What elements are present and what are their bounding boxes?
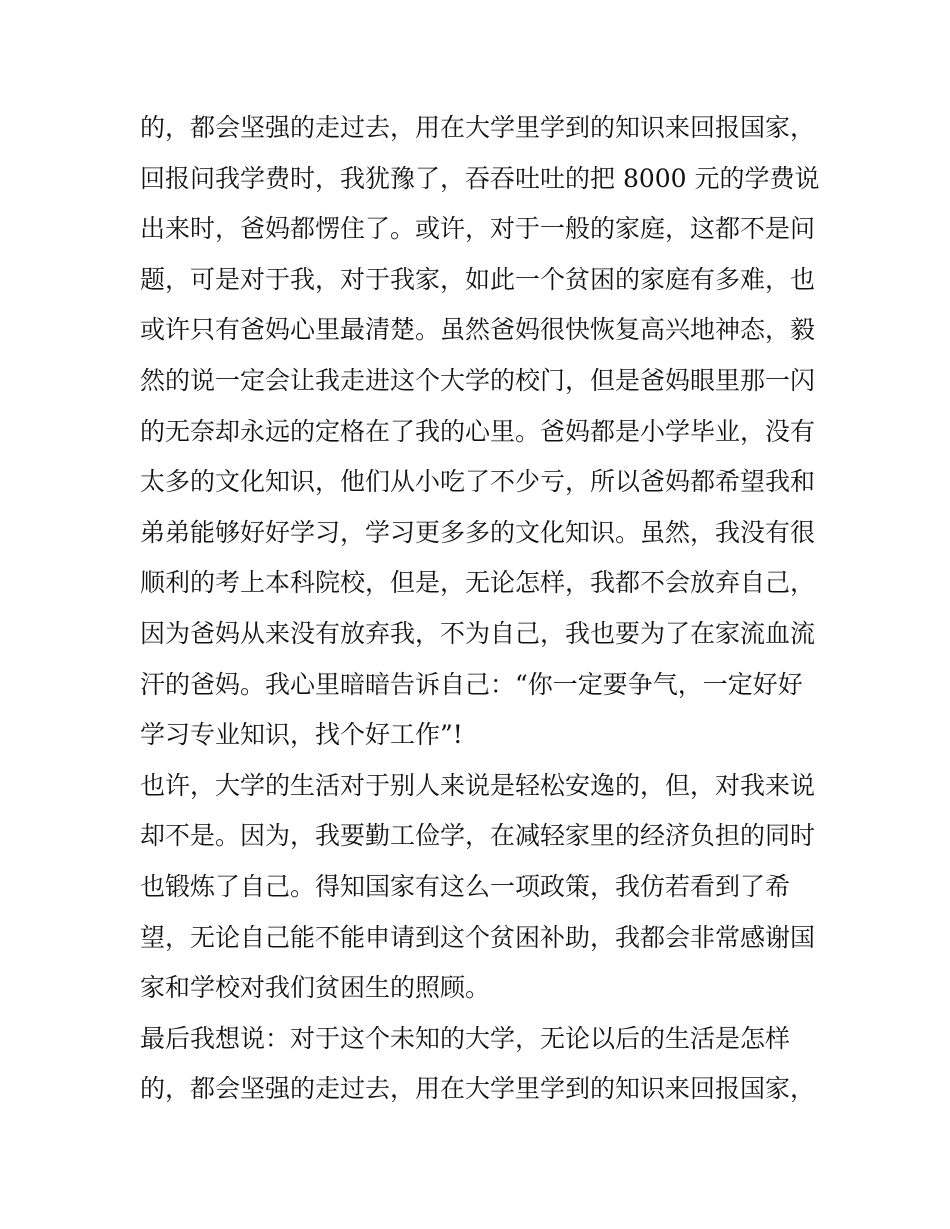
text-line-11: 因为爸妈从来没有放弃我，不为自己，我也要为了在家流血流	[140, 618, 816, 648]
text-line-4: 题，可是对于我，对于我家，如此一个贫困的家庭有多难，也	[140, 264, 816, 294]
text-line-8: 太多的文化知识，他们从小吃了不少亏，所以爸妈都希望我和	[140, 467, 816, 497]
text-line-20: 的，都会坚强的走过去，用在大学里学到的知识来回报国家，	[140, 1074, 816, 1104]
text-line-17: 望，无论自己能不能申请到这个贫困补助，我都会非常感谢国	[140, 922, 816, 952]
text-line-6: 然的说一定会让我走进这个大学的校门，但是爸妈眼里那一闪	[140, 365, 816, 395]
body-text	[140, 103, 820, 1115]
text-line-2: 回报问我学费时，我犹豫了，吞吞吐吐的把 8000 元的学费说	[140, 163, 820, 193]
text-line-9: 弟弟能够好好学习，学习更多多的文化知识。虽然，我没有很	[140, 517, 816, 547]
text-line-18: 家和学校对我们贫困生的照顾。	[140, 973, 491, 1003]
text-line-16: 也锻炼了自己。得知国家有这么一项政策，我仿若看到了希	[140, 871, 791, 901]
text-line-14: 也许，大学的生活对于别人来说是轻松安逸的，但，对我来说	[140, 770, 816, 800]
text-line-7: 的无奈却永远的定格在了我的心里。爸妈都是小学毕业，没有	[140, 416, 816, 446]
text-line-1: 的，都会坚强的走过去，用在大学里学到的知识来回报国家，	[140, 113, 816, 142]
text-line-12: 汗的爸妈。我心里暗暗告诉自己：“你一定要争气，一定好好	[140, 669, 803, 699]
text-line-13: 学习专业知识，找个好工作”!	[140, 720, 463, 750]
text-line-15: 却不是。因为，我要勤工俭学，在减轻家里的经济负担的同时	[140, 821, 816, 851]
text-line-10: 顺利的考上本科院校，但是，无论怎样，我都不会放弃自己，	[140, 568, 816, 598]
text-line-5: 或许只有爸妈心里最清楚。虽然爸妈很快恢复高兴地神态，毅	[140, 315, 816, 345]
text-line-3: 出来时，爸妈都愣住了。或许，对于一般的家庭，这都不是问	[140, 214, 816, 244]
text-line-19: 最后我想说：对于这个未知的大学，无论以后的生活是怎样	[140, 1023, 791, 1053]
